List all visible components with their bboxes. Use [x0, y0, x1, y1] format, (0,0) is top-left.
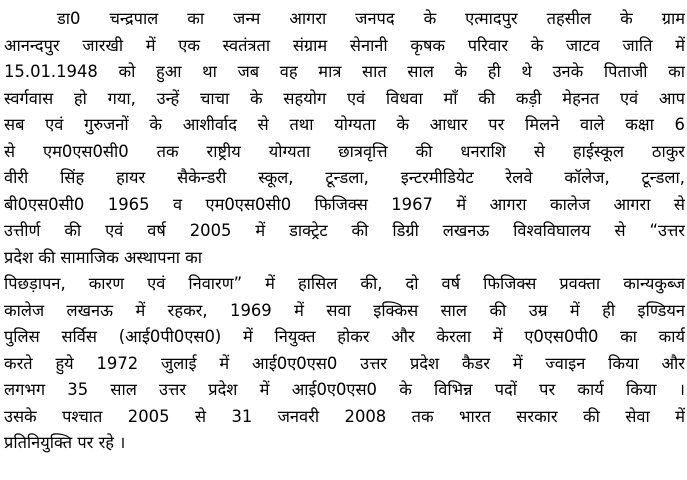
- biography-paragraph: [4, 6, 685, 457]
- text-line-7: वीरी सिंह हायर सैकेन्डरी स्कूल, टून्डला, इन्टरमीडियेट रेलवे कॉलेज, टून्डला,: [4, 168, 685, 187]
- text-line-10: प्रदेश की सामाजिक अस्थापना का: [4, 247, 202, 267]
- text-line-2: आनन्दपुर जारखी में एक स्वतंत्रता संग्राम सेनानी कृषक परिवार के जाटव जाति में: [4, 35, 685, 55]
- text-line-15: लगभग 35 साल उत्तर प्रदेश में आई0ए0एस0 के विभिन्न पदों पर कार्य किया ।: [4, 380, 685, 399]
- text-line-5: सब एवं गुरुजनों के आशीर्वाद से तथा योग्यता के आधार पर मिलने वाले कक्षा 6: [4, 115, 685, 134]
- text-line-3: 15.01.1948 को हुआ था जब वह मात्र सात साल के ही थे उनके पिताजी का: [4, 62, 685, 81]
- text-line-11: पिछड़ापन, कारण एवं निवारण” में हासिल की, दो वर्ष फिजिक्स प्रवक्ता कान्यकुब्ज: [4, 274, 685, 293]
- text-line-4: स्वर्गवास हो गया, उन्हें चाचा के सहयोग एवं विधवा माँ की कड़ी मेहनत एवं आप: [4, 88, 685, 108]
- text-line-17: प्रतिनियुक्ति पर रहे ।: [4, 433, 126, 452]
- text-line-8: बी0एस0सी0 1965 व एम0एस0सी0 फिजिक्स 1967 में आगरा कालेज आगरा से: [4, 194, 685, 214]
- text-line-14: करते हुये 1972 जुलाई में आई0ए0एस0 उत्तर प्रदेश कैडर में ज्वाइन किया और: [4, 353, 685, 373]
- text-line-9: उत्तीर्ण की एवं वर्ष 2005 में डाक्ट्रेट की डिग्री लखनऊ विश्वविघालय से “उत्तर: [4, 221, 685, 240]
- text-line-16: उसके पश्चात 2005 से 31 जनवरी 2008 तक भारत सरकार की सेवा में: [4, 406, 685, 426]
- text-line-1: डा0 चन्द्रपाल का जन्म आगरा जनपद के एत्मादपुर तहसील के ग्राम: [57, 9, 685, 28]
- text-line-6: से एम0एस0सी0 तक राष्ट्रीय योग्यता छात्रवृत्ति की धनराशि से हाईस्कूल ठाकुर: [4, 141, 685, 161]
- text-line-13: पुलिस सर्विस (आई0पी0एस0) में नियुक्त होकर और केरला में ए0एस0पी0 का कार्य: [4, 327, 685, 346]
- text-line-12: कालेज लखनऊ में रहकर, 1969 में सवा इक्किस साल की उम्र में ही इण्डियन: [4, 300, 685, 320]
